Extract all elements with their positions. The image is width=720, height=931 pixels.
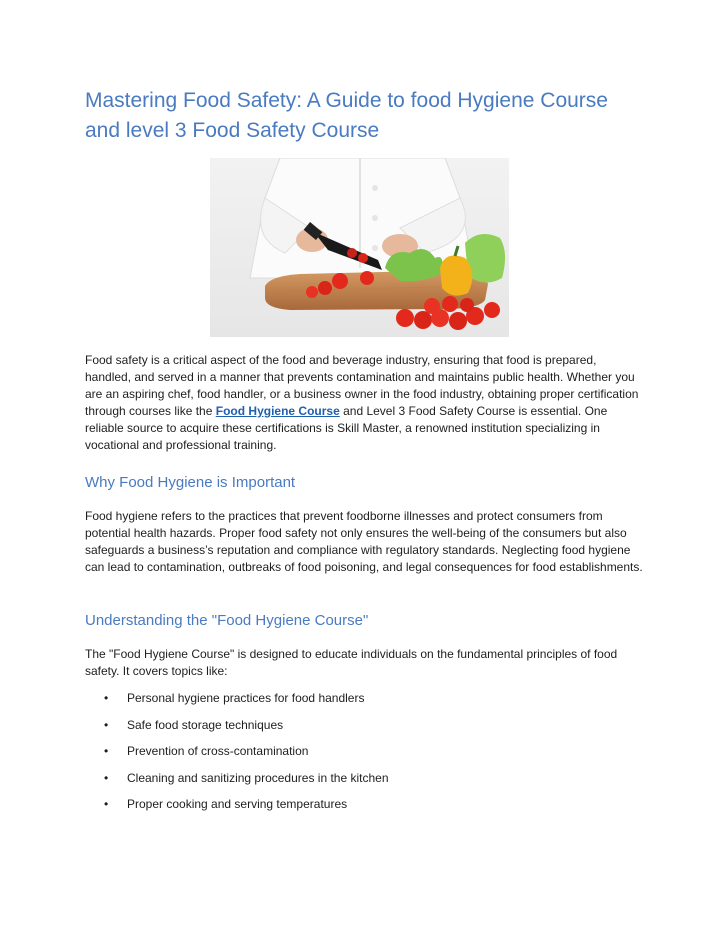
bullet-icon: • bbox=[104, 797, 109, 812]
list-item bbox=[104, 770, 389, 797]
why-paragraph: Food hygiene refers to the practices that prevent foodborne illnesses and protect consumers from potential health hazards. Proper food safety not only ensures the well-being of the consumers but also safeguards a business’s reputation and compliance with regulatory standards. Neglecting food hygiene can lead to contamination, outbreaks of food poisoning, and legal consequences for food establishments. bbox=[85, 509, 643, 574]
bullet-icon: • bbox=[104, 744, 109, 759]
intro-text-start: Food safety is a critical aspect of the food and beverage industry, ensuring that food is prepared, handled, and served in a manner that prevents contamination and maintains public health. Whether you are an aspiring chef, food handler, or a business owner in the food industry, obtaining proper certification through courses like the bbox=[85, 353, 639, 418]
understanding-heading: Understanding the "Food Hygiene Course" bbox=[85, 612, 369, 629]
list-item bbox=[104, 743, 389, 770]
chef-cutting-vegetables-illustration bbox=[210, 158, 509, 337]
bullet-icon: • bbox=[104, 691, 109, 705]
list-item bbox=[104, 796, 389, 823]
list-item-text: Personal hygiene practices for food handlers bbox=[127, 691, 365, 705]
list-item bbox=[104, 717, 389, 744]
understanding-paragraph: The "Food Hygiene Course" is designed to educate individuals on the fundamental principles of food safety. It covers topics like: bbox=[85, 647, 618, 678]
list-item-text: Prevention of cross-contamination bbox=[127, 744, 309, 759]
list-item bbox=[104, 690, 389, 717]
list-item-text: Safe food storage techniques bbox=[127, 717, 284, 732]
intro-paragraph bbox=[85, 352, 645, 454]
list-item-text: Cleaning and sanitizing procedures in the kitchen bbox=[127, 770, 389, 785]
why-heading: Why Food Hygiene is Important bbox=[85, 474, 296, 491]
intro-text-end: and Level 3 Food Safety Course is essential. One reliable source to acquire these certifications is Skill Master, a renowned institution specializing in vocational and professional training. bbox=[85, 404, 608, 452]
list-item-text: Proper cooking and serving temperatures bbox=[127, 797, 348, 812]
topics-list bbox=[104, 690, 389, 823]
bullet-icon: • bbox=[104, 717, 109, 732]
hero-image bbox=[210, 158, 509, 337]
food-hygiene-course-link[interactable]: Food Hygiene Course bbox=[215, 404, 340, 418]
page-title: Mastering Food Safety: A Guide to food Hygiene Course and level 3 Food Safety Course bbox=[85, 89, 608, 142]
bullet-icon: • bbox=[104, 770, 109, 785]
